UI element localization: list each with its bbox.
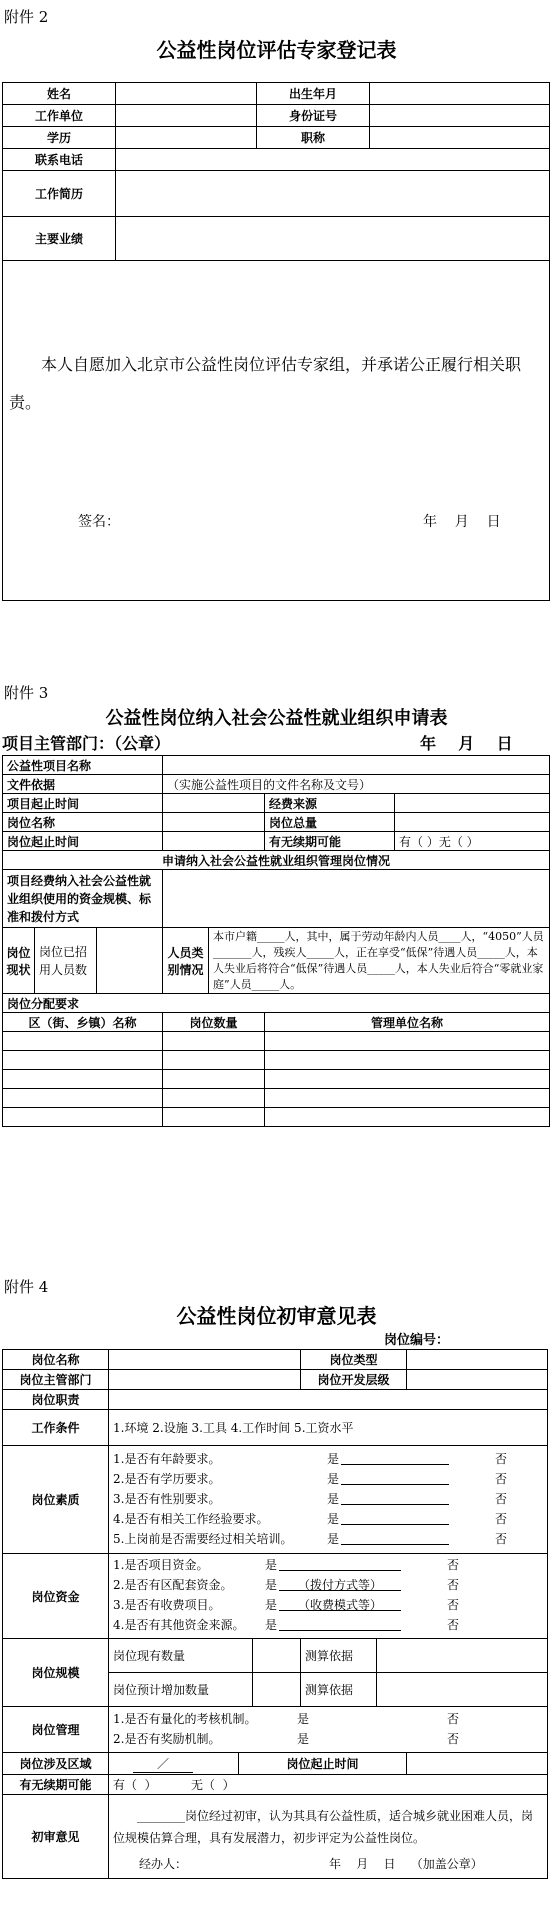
post-total-label: 岗位总量 (265, 813, 395, 832)
annex2-label: 附件 2 (4, 8, 49, 26)
post-total-field[interactable] (395, 813, 550, 832)
idno-label: 身份证号 (257, 105, 370, 127)
calc-basis-label: 测算依据 (301, 1673, 377, 1707)
list-item[interactable]: 2.是否有学历要求。 是 否 (113, 1471, 508, 1486)
list-item[interactable]: 5.上岗前是否需要经过相关培训。 是 否 (113, 1531, 508, 1546)
quality-label: 岗位素质 (3, 1446, 109, 1554)
col-manager: 管理单位名称 (265, 1013, 550, 1032)
annex3-title: 公益性岗位纳入社会公益性就业组织申请表 (105, 708, 448, 729)
post-dept-label: 岗位主管部门 (3, 1370, 109, 1390)
post-period-field[interactable] (163, 832, 265, 851)
people-type-desc[interactable]: 本市户籍_____人，其中，属于劳动年龄内人员____人，“4050”人员_______人，残疾人_____人，正在享受“低保”待遇人员_____人，本人失业后将符合“低保”待遇人员_____人，本人失业后符合“零就业家庭”人员_____人。 (209, 928, 550, 994)
list-item[interactable]: 1.是否有量化的考核机制。 是 否 (113, 1711, 460, 1726)
expected-count-field[interactable] (253, 1673, 301, 1707)
statement-text: 本人自愿加入北京市公益性岗位评估专家组，并承诺公正履行相关职责。 (9, 355, 522, 412)
fund-scale-label: 项目经费纳入社会公益性就业组织使用的资金规模、标准和拨付方式 (3, 870, 163, 928)
duty-label: 岗位职责 (3, 1390, 109, 1410)
dept-label: 项目主管部门：（公章） (2, 734, 171, 753)
calc-basis-field[interactable] (377, 1639, 548, 1673)
current-count-label: 岗位现有数量 (109, 1639, 253, 1673)
post-type-field[interactable] (407, 1350, 548, 1370)
expected-count-label: 岗位预计增加数量 (109, 1673, 253, 1707)
a-post-period-field[interactable] (407, 1753, 548, 1775)
table-row[interactable] (3, 1032, 550, 1051)
edu-label: 学历 (3, 127, 116, 149)
phone-label: 联系电话 (3, 149, 116, 171)
unit-label: 工作单位 (3, 105, 116, 127)
application-form (2, 755, 550, 1127)
birth-label: 出生年月 (257, 83, 370, 105)
calc-basis-label: 测算依据 (301, 1639, 377, 1673)
project-period-label: 项目起止时间 (3, 794, 163, 813)
list-item[interactable]: 1.是否项目资金。 是 否 (113, 1558, 460, 1572)
people-type-label: 人员类别情况 (163, 928, 209, 994)
a-post-name-field[interactable] (109, 1350, 301, 1370)
name-label: 姓名 (3, 83, 116, 105)
annex2-title: 公益性岗位评估专家登记表 (156, 38, 397, 62)
doc-basis-hint[interactable]: （实施公益性项目的文件名称及文号） (163, 775, 550, 794)
statement-cell (3, 261, 550, 601)
opinion-date: 年 月 日 （加盖公章） (329, 1857, 483, 1871)
title-rank-field[interactable] (370, 127, 550, 149)
list-item[interactable]: 3.是否有收费项目。 是 （收费模式等） 否 (113, 1598, 460, 1612)
calc-basis-field[interactable] (377, 1673, 548, 1707)
work-cond-value[interactable]: 1.环境 2.设施 3.工具 4.工作时间 5.工资水平 (109, 1410, 548, 1446)
edu-field[interactable] (116, 127, 257, 149)
dev-level-field[interactable] (407, 1370, 548, 1390)
handler-label: 经办人： (139, 1857, 188, 1871)
section-heading: 申请纳入社会公益性就业组织管理岗位情况 (3, 851, 550, 870)
renewal-label: 有无续期可能 (265, 832, 395, 851)
region-field[interactable]: ／ (109, 1753, 239, 1775)
list-item[interactable]: 4.是否有相关工作经验要求。 是 否 (113, 1511, 508, 1526)
a-post-name-label: 岗位名称 (3, 1350, 109, 1370)
post-dept-field[interactable] (109, 1370, 301, 1390)
work-cond-label: 工作条件 (3, 1410, 109, 1446)
resume-field[interactable] (116, 171, 550, 217)
project-name-field[interactable] (163, 756, 550, 775)
post-name-field[interactable] (163, 813, 265, 832)
fund-label: 岗位资金 (3, 1554, 109, 1639)
review-form (2, 1349, 548, 1879)
scale-label: 岗位规模 (3, 1639, 109, 1707)
duty-field[interactable] (109, 1390, 548, 1410)
opinion-text: ________岗位经过初审，认为其具有公益性质，适合城乡就业困难人员，岗位规模估算合理，具有发展潜力，初步评定为公益性岗位。 (113, 1809, 534, 1845)
col-quantity: 岗位数量 (163, 1013, 265, 1032)
fund-scale-field[interactable] (163, 870, 550, 928)
project-period-field[interactable] (163, 794, 265, 813)
post-code-label: 岗位编号： (384, 1333, 450, 1348)
list-item[interactable]: 1.是否有年龄要求。 是 否 (113, 1451, 508, 1466)
list-item[interactable]: 3.是否有性别要求。 是 否 (113, 1491, 508, 1506)
table-row[interactable] (3, 1070, 550, 1089)
post-type-label: 岗位类型 (301, 1350, 407, 1370)
annex2-date: 年 月 日 (423, 514, 501, 530)
doc-basis-label: 文件依据 (3, 775, 163, 794)
project-name-label: 公益性项目名称 (3, 756, 163, 775)
fund-questions (109, 1554, 548, 1639)
hired-field[interactable] (97, 928, 163, 994)
list-item[interactable]: 2.是否有奖励机制。 是 否 (113, 1731, 460, 1746)
hired-label: 岗位已招用人员数 (35, 928, 97, 994)
mgmt-label: 岗位管理 (3, 1707, 109, 1753)
post-name-label: 岗位名称 (3, 813, 163, 832)
annex4-title: 公益性岗位初审意见表 (176, 1304, 377, 1328)
a-renewal-label: 有无续期可能 (3, 1775, 109, 1795)
renewal-choice[interactable]: 有（ ）无（ ） (395, 832, 550, 851)
opinion-label: 初审意见 (3, 1795, 109, 1879)
mgmt-questions (109, 1707, 548, 1753)
a-renewal-choice[interactable]: 有（ ） 无（ ） (109, 1775, 548, 1795)
idno-field[interactable] (370, 105, 550, 127)
annex4-label: 附件 4 (4, 1278, 49, 1296)
a-post-period-label: 岗位起止时间 (239, 1753, 407, 1775)
list-item[interactable]: 4.是否有其他资金来源。 是 否 (113, 1618, 460, 1632)
annex3-date: 年 月 日 (420, 734, 513, 753)
resume-label: 工作简历 (3, 171, 116, 217)
col-district: 区（街、乡镇）名称 (3, 1013, 163, 1032)
expert-form (2, 82, 550, 601)
status-label: 岗位现状 (3, 928, 35, 994)
unit-field[interactable] (116, 105, 257, 127)
table-row[interactable] (3, 1108, 550, 1127)
annex3-label: 附件 3 (4, 684, 49, 702)
table-row[interactable] (3, 1089, 550, 1108)
name-field[interactable] (116, 83, 257, 105)
region-label: 岗位涉及区域 (3, 1753, 109, 1775)
achieve-field[interactable] (116, 217, 550, 261)
title-rank-label: 职称 (257, 127, 370, 149)
sign-label: 签名： (78, 514, 120, 530)
fund-source-field[interactable] (395, 794, 550, 813)
dev-level-label: 岗位开发层级 (301, 1370, 407, 1390)
table-row[interactable] (3, 1051, 550, 1070)
fund-source-label: 经费来源 (265, 794, 395, 813)
achieve-label: 主要业绩 (3, 217, 116, 261)
birth-field[interactable] (370, 83, 550, 105)
opinion-cell[interactable] (109, 1795, 548, 1879)
post-period-label: 岗位起止时间 (3, 832, 163, 851)
quality-questions (109, 1446, 548, 1554)
phone-field[interactable] (116, 149, 550, 171)
current-count-field[interactable] (253, 1639, 301, 1673)
alloc-label: 岗位分配要求 (3, 994, 550, 1013)
list-item[interactable]: 2.是否有区配套资金。 是 （拨付方式等） 否 (113, 1578, 460, 1592)
